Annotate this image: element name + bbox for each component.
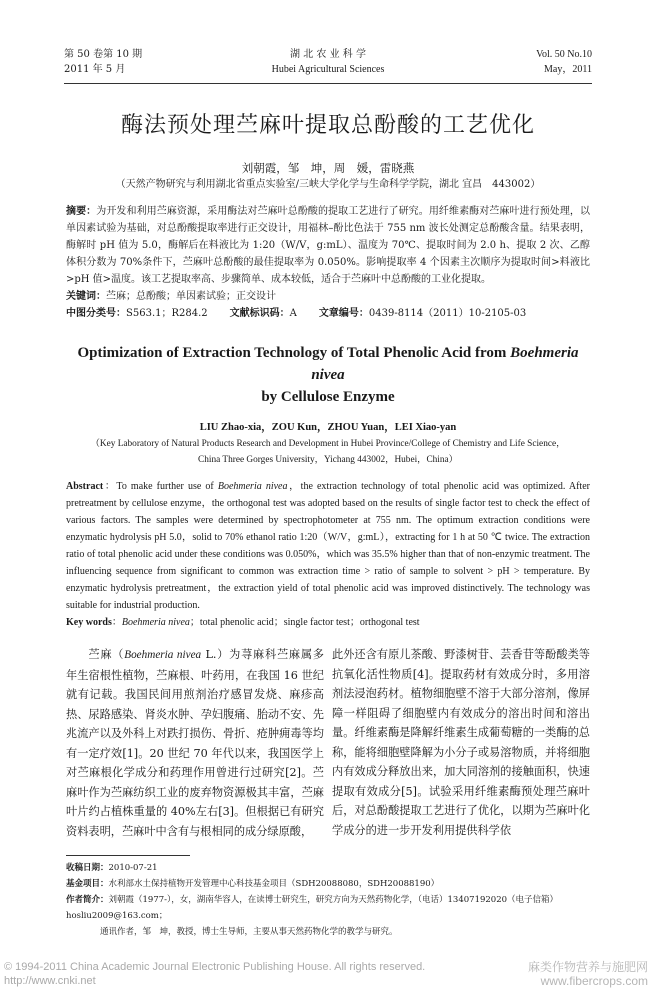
volume-issue: 第 50 卷第 10 期 [64, 49, 143, 60]
date-en: May，2011 [544, 64, 592, 75]
keywords-en-label: Key words [66, 617, 112, 628]
abstract-cn [64, 203, 592, 288]
abstract-label: 摘要： [66, 206, 97, 217]
page-footer [0, 960, 654, 994]
title-en [64, 342, 592, 408]
author-bio-text: 刘朝霞（1977-），女，湖南华容人，在读博士研究生，研究方向为天然药物化学，（电话）13407192020（电子信箱）hosliu2009@163.com； [66, 895, 559, 921]
body-left-text: L.）为荨麻科苎麻属多年生宿根性植物，苎麻根、叶药用，在我国 16 世纪就有记载。我国民间用煎剂治疗感冒发烧、麻疹高热、尿路感染、肾炎水肿、孕妇腹痛、胎动不安、先兆流产以及外科上对跌打损伤、骨折、疮肿痈毒等均有一定疗效[1]。20 世纪 70 年代以来，我国医学上对苎麻根化学成分和药理作用曾进行过研究[2]。苎麻叶作为苎麻纺织工业的废弃物资源极其丰富，苎麻叶片约占植株重量的 40%左右[3]。但根据已有研究资料表明，苎麻叶中含有与根相同的成分绿原酸， [66, 648, 324, 838]
watermark-line1: 麻类作物营养与施肥网 [527, 960, 648, 974]
affiliation-en-line1: （Key Laboratory of Natural Products Research and Development in Hubei Province/College of Chemistry and Life Science， [90, 439, 566, 449]
title-en-line2: by Cellulose Enzyme [261, 389, 395, 405]
journal-issue [64, 47, 194, 77]
body-column-right: 此外还含有原儿茶酸、野漆树苷、芸香苷等酚酸类等抗氧化活性物质[4]。提取药材有效成分时，多用溶剂法浸泡药材。植物细胞壁不溶于大部分溶剂，像屏障一样阻碍了细胞壁内有效成分的溶出时间和溶出量。纤维素酶是降解纤维素生成葡萄糖的一类酶的总称，能将细胞壁降解为小分子或易溶物质，并将细胞内有效成分释放出来，加大同溶剂的接触面积，快速提取有效成分[5]。试验采用纤维素酶预处理苎麻叶后，对总酚酸提取工艺进行了优化，以期为苎麻叶化学成分的进一步开发利用提供科学依 [332, 648, 590, 837]
body-left-species: Boehmeria nivea [124, 649, 202, 661]
watermark [528, 960, 648, 988]
keywords-cn [64, 288, 592, 305]
authors-cn: 刘朝霞，邹 坤，周 媛，雷晓燕 [241, 161, 415, 175]
received-date: 2010-07-21 [108, 863, 158, 873]
doc-code-value: A [289, 308, 297, 319]
authors-en: LIU Zhao-xia，ZOU Kun，ZHOU Yuan，LEI Xiao-yan [199, 422, 457, 433]
received-label: 收稿日期： [66, 863, 109, 873]
title-en-line1: Optimization of Extraction Technology of Total Phenolic Acid from [77, 345, 511, 361]
copyright-footer: © 1994-2011 China Academic Journal Electronic Publishing House. All rights reserved. http://www.cnki.net [4, 961, 437, 987]
fund-label: 基金项目： [66, 879, 109, 889]
author-bio-label: 作者简介： [66, 895, 109, 905]
volume-en: Vol. 50 No.10 [536, 49, 592, 60]
running-header [64, 47, 592, 77]
footnotes [64, 860, 592, 940]
page-title: 酶法预处理苎麻叶提取总酚酸的工艺优化 [120, 113, 535, 138]
body-column-left [66, 645, 324, 841]
affiliation-en [64, 436, 592, 468]
journal-name-en: Hubei Agricultural Sciences [271, 64, 385, 75]
abstract-text: 为开发和利用苎麻资源，采用酶法对苎麻叶总酚酸的提取工艺进行了研究。用纤维素酶对苎麻叶进行预处理，以单因素试验为基础，对总酚酸提取率进行正交设计，用福林–酚比色法于 755 nm 波长处测定总酚酸含量。结果表明，酶解时 pH 值为 5.0，酶解后在料液比为 1:20（W/V，g:mL）、温度为 70℃、提取时间为 2.0 h、提取 2 次、乙醇体积分数为 70%条件下，苎麻叶总酚酸的最佳提取率为 0.050%。影响提取率 4 个因素主次顺序为提取时间>料液比>pH 值>温度。该工艺提取率高、步骤简单、成本较低，适合于苎麻叶中总酚酸的工业化提取。 [66, 206, 591, 285]
issue-date: 2011 年 5 月 [64, 64, 126, 75]
classification-row [64, 305, 592, 322]
header-rule [64, 83, 592, 84]
body-columns [64, 645, 592, 841]
abstract-en-pre: ：To make further use of [103, 481, 218, 492]
fund-text: 水利部水土保持植物开发管理中心科技基金项目（SDH20088080，SDH20088190） [108, 879, 440, 889]
clc-value: S563.1；R284.2 [126, 308, 208, 319]
journal-name-cn: 湖 北 农 业 科 学 [290, 49, 366, 60]
abstract-en [64, 478, 592, 614]
title-en-species: Boehmeria nivea [311, 345, 579, 383]
clc-label: 中图分类号： [66, 308, 126, 319]
corresponding-author: 通讯作者，邹 坤，教授，博士生导师，主要从事天然药物化学的教学与研究。 [100, 927, 398, 937]
keywords-text: 苎麻；总酚酸；单因素试验；正交设计 [106, 291, 276, 302]
watermark-line2: www.fibercrops.com [540, 974, 648, 988]
footnote-rule [66, 855, 190, 856]
affiliation-cn: （天然产物研究与利用湖北省重点实验室/三峡大学化学与生命科学学院，湖北 宜昌 443002） [115, 179, 541, 190]
keywords-en-species: Boehmeria nivea [121, 617, 190, 628]
doc-code-label: 文献标识码： [229, 308, 290, 319]
abstract-en-text: ，the extraction technology of total phenolic acid was optimized. After pretreatment by cellulose enzyme，the orthogonal test was adopted based on the results of single factor test to check the effect of various factors. The samples were determined by spectrophotometer at 755 nm. The optimum extraction conditions were enzymatic hydrolysis pH 5.0，solid to 70% ethanol ratio 1:20（W/V，g:mL），extracting for 1 h at 50 ℃ twice. The extraction ratio of total phenolic acid under these conditions was 0.050%，which was 35.5% higher than that of non-enzymic treatment. The influencing sequence from significant to common was extraction time > ratio of sample to solvent > pH > temperature. By enzymatic hydrolysis pretreatment，the extraction yield of total phenolic acid was improved distinctively. The technology was suitable for industrial production. [66, 481, 590, 611]
abstract-en-species: Boehmeria nivea [217, 481, 288, 492]
keywords-en-sep: ： [111, 617, 122, 628]
keywords-en [64, 614, 592, 631]
keywords-en-text: ；total phenolic acid；single factor test；orthogonal test [189, 617, 420, 628]
journal-volume-en [462, 47, 592, 77]
affiliation-en-line2: China Three Gorges University，Yichang 443002，Hubei，China） [198, 455, 458, 465]
article-no-label: 文章编号： [318, 308, 369, 319]
body-left-pre: 苎麻（ [88, 648, 125, 661]
article-no-value: 0439-8114（2011）10-2105-03 [368, 308, 527, 319]
keywords-label: 关键词： [66, 291, 106, 302]
journal-name [194, 47, 462, 77]
abstract-en-label: Abstract [66, 481, 104, 492]
